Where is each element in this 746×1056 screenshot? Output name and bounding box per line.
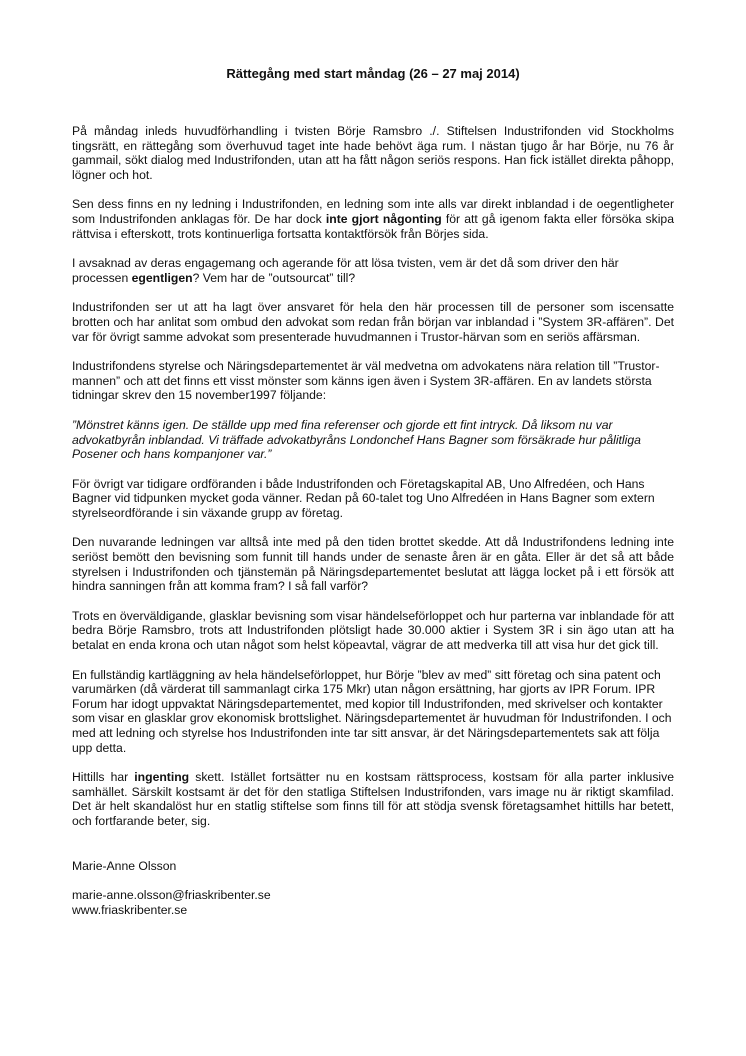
author-email[interactable]: marie-anne.olsson@friaskribenter.se: [72, 888, 271, 903]
paragraph-1: På måndag inleds huvudförhandling i tvisten Börje Ramsbro ./. Stiftelsen Industrifonden vid Stockholms tingsrätt, en rättegång som överhuvud taget inte hade behövt äga rum. I nästan tjugo år har Börje, nu 76 år gammail, sökt dialog med Industrifonden, utan att ha fått någon seriös respons. Han fick istället direkta påhopp, lögner och hot.: [72, 124, 674, 182]
author-signature: Marie-Anne Olsson: [72, 858, 177, 873]
paragraph-3: [72, 256, 674, 285]
paragraph-6: För övrigt var tidigare ordföranden i både Industrifonden och Företagskapital AB, Uno Alfredéen, och Hans Bagner vid tidpunken mycket goda vänner. Redan på 60-talet tog Uno Alfredéen in Hans Bagner som extern styrelseordförande i sin växande grupp av företag.: [72, 476, 655, 520]
paragraph-10-text-a: Hittills har: [72, 770, 135, 785]
paragraph-10: [72, 770, 674, 828]
paragraph-2-emphasis: inte gjort någonting: [325, 211, 442, 226]
paragraph-5: Industrifondens styrelse och Näringsdepartementet är väl medvetna om advokatens nära relation till ”Trustor-mannen” och att det finns ett visst mönster som känns igen även i System 3R-affären. En av landets största tidningar skrev den 15 november1997 följande:: [72, 359, 660, 403]
paragraph-4: Industrifonden ser ut att ha lagt över ansvaret för hela den här processen till de personer som iscensatte brotten och har anlitat som ombud den advokat som redan från början var inblandad i ”System 3R-affären”. Det var för övrigt samme advokat som presenterade huvudmannen i Trustor-härvan som en seriös affärsman.: [72, 300, 674, 344]
paragraph-10-text-c: skett. Istället fortsätter nu en kostsam rättsprocess, kostsam för alla parter inklusive samhället. Särskilt kostsamt är det för den statliga Stiftelsen Industrifonden, vars image nu är riktigt skamfilad. Det är helt skandalöst hur en statlig stiftelse som finns till för att stödja svensk företagsamhet hittills har betett, och fortfarande beter, sig.: [72, 770, 675, 828]
paragraph-3-text-a: I avsaknad av deras engagemang och agerande för att lösa tvisten, vem är det då som driver den här processen: [72, 256, 619, 285]
author-website[interactable]: www.friaskribenter.se: [72, 902, 188, 917]
paragraph-2: [72, 197, 674, 241]
paragraph-3-emphasis: egentligen: [131, 270, 193, 285]
paragraph-10-emphasis: ingenting: [134, 770, 190, 785]
paragraph-9: En fullständig kartläggning av hela händelseförloppet, hur Börje ”blev av med” sitt företag och sina patent och varumärken (då värderat till sammanlagt cirka 175 Mkr) utan någon ersättning, har gjorts av IPR Forum. IPR Forum har idogt uppvaktat Näringsdepartementet, med kopior till Industrifonden, med skrivelser och kontakter som visar en glasklar grov ekonomisk brottslighet. Näringsdepartementet är huvudman för Industrifonden. I och med att ledning och styrelse hos Industrifonden inte tar sitt ansvar, är det Näringsdepartementets sak att följa upp detta.: [72, 667, 672, 755]
paragraph-2-text-a: Sen dess finns en ny ledning i Industrifonden, en ledning som inte alls var direkt inblandad i de oegentligheter som Industrifonden anklagas för. De har dock: [72, 197, 674, 226]
quote-paragraph: ”Mönstret känns igen. De ställde upp med fina referenser och gjorde ett fint intryck. Då liksom nu var advokatbyrån inblandad. Vi träffade advokatbyråns Londonchef Hans Bagner som försäkrade hur pålitliga Posener och hans kompanjoner var.”: [72, 417, 641, 462]
paragraph-7: Den nuvarande ledningen var alltså inte med på den tiden brottet skedde. Att då Industrifondens ledning inte seriöst bemött den bevisning som funnit till hands under de senaste åren är en gåta. Eller är det så att både styrelsen i Industrifonden och tjänstemän på Näringsdepartementet beslutat att lägga locket på i ett försök att hindra sanningen från att komma fram? I så fall varför?: [72, 535, 674, 594]
paragraph-2-text-c: för att gå igenom fakta eller försöka skipa rättvisa i efterskott, trots kontinuerliga fortsatta kontaktförsök från Börjes sida.: [72, 211, 674, 241]
page-title: Rättegång med start måndag (26 – 27 maj 2014): [226, 66, 520, 81]
paragraph-3-text-c: ? Vem har de ”outsourcat” till?: [192, 270, 356, 285]
paragraph-8: Trots en överväldigande, glasklar bevisning som visar händelseförloppet och hur parterna var inblandade för att bedra Börje Ramsbro, trots att Industrifonden plötsligt hade 30.000 aktier i System 3R i sin ägo utan att ha betalat en enda krona och utan något som helst köpeavtal, vägrar de att medverka till att visa hur det gick till.: [72, 608, 674, 653]
